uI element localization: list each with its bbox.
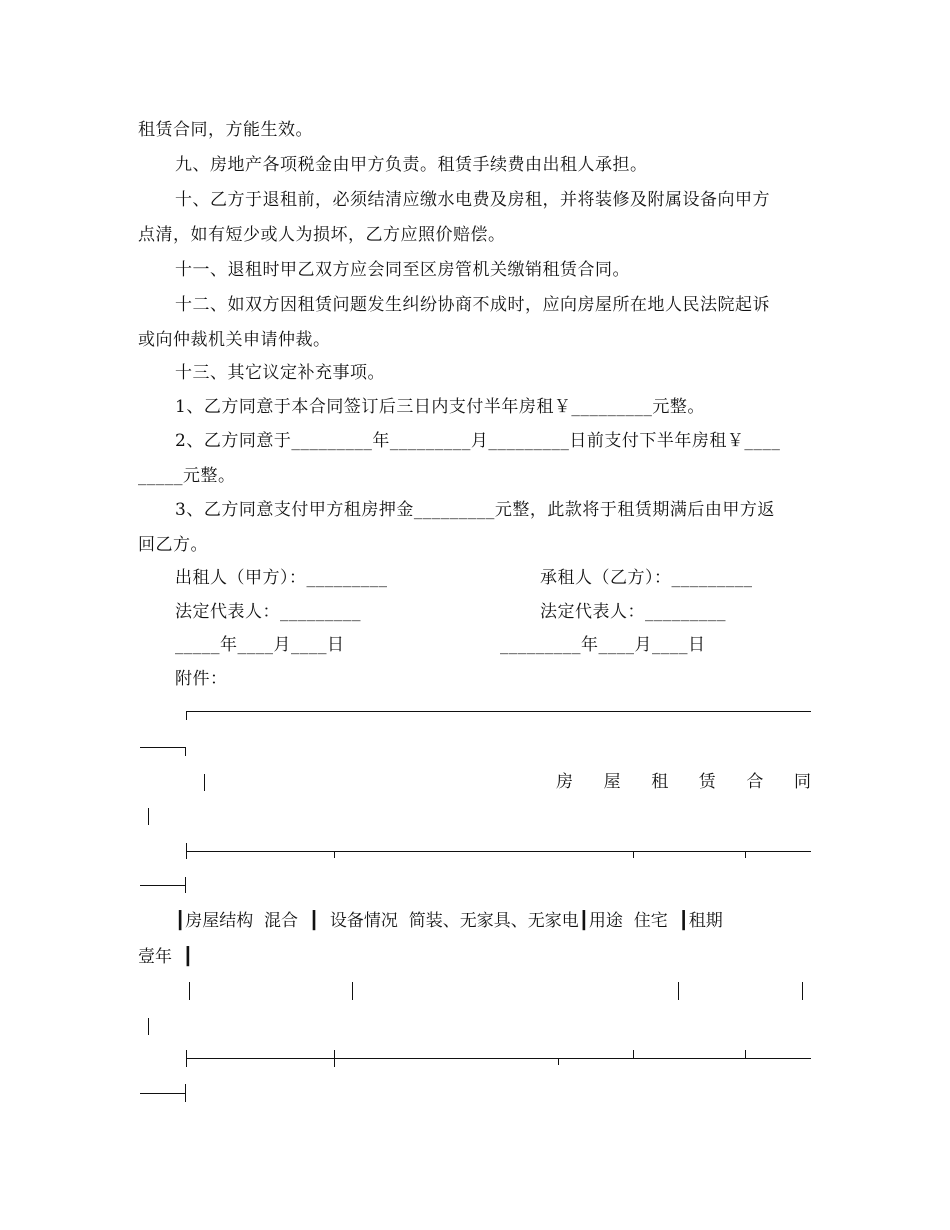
table-row-property: ┃房屋结构 混合 ┃ 设备情况 简装、无家具、无家电┃用途 住宅 ┃租期 xyxy=(175,911,723,931)
table-separator-wrap xyxy=(140,1093,185,1094)
table-title-char: 合 xyxy=(746,772,764,792)
table-separator xyxy=(186,1058,811,1059)
table-edge xyxy=(185,1084,186,1102)
table-separator xyxy=(186,851,811,852)
table-title-char: 赁 xyxy=(698,772,716,792)
paragraph-8: 十三、其它议定补充事项。 xyxy=(175,363,385,383)
table-edge xyxy=(148,1018,149,1035)
table-corner xyxy=(185,747,186,756)
paragraph-10: 2、乙方同意于_________年_________月_________日前支付下半年房租￥____ xyxy=(175,431,781,451)
lessee-date: _________年____月____日 xyxy=(500,635,706,655)
table-edge xyxy=(334,1050,335,1067)
table-edge xyxy=(148,808,149,825)
lessee-representative: 法定代表人：_________ xyxy=(540,602,726,622)
table-title-char: 屋 xyxy=(603,772,621,792)
paragraph-2: 九、房地产各项税金由甲方负责。租赁手续费由出租人承担。 xyxy=(175,155,648,175)
column-tick xyxy=(745,1050,746,1058)
paragraph-9: 1、乙方同意于本合同签订后三日内支付半年房租￥_________元整。 xyxy=(175,397,705,417)
table-separator-wrap xyxy=(140,885,185,886)
table-edge xyxy=(185,877,186,893)
table-edge xyxy=(802,982,803,1000)
table-title-char: 同 xyxy=(793,772,811,792)
table-edge xyxy=(204,774,205,791)
table-top-border-wrap xyxy=(140,747,186,748)
paragraph-5: 十一、退租时甲乙双方应会同至区房管机关缴销租赁合同。 xyxy=(175,260,630,280)
column-tick xyxy=(633,851,634,858)
table-top-border xyxy=(186,711,811,712)
paragraph-1: 租赁合同，方能生效。 xyxy=(138,120,313,140)
lessee-signature: 承租人（乙方）：_________ xyxy=(540,568,753,588)
paragraph-13: 回乙方。 xyxy=(138,535,208,555)
lessor-date: _____年____月____日 xyxy=(175,635,345,655)
table-edge xyxy=(352,982,353,1000)
column-tick xyxy=(334,851,335,858)
lessor-representative: 法定代表人：_________ xyxy=(175,602,361,622)
paragraph-11: _____元整。 xyxy=(138,466,236,486)
table-title-char: 房 xyxy=(556,772,573,792)
table-edge xyxy=(678,982,679,1000)
lessor-signature: 出租人（甲方）：_________ xyxy=(175,568,388,588)
table-edge xyxy=(189,982,190,1000)
attachment-label: 附件： xyxy=(175,669,228,689)
paragraph-3: 十、乙方于退租前，必须结清应缴水电费及房租，并将装修及附属设备向甲方 xyxy=(175,190,770,210)
paragraph-4: 点清，如有短少或人为损坏，乙方应照价赔偿。 xyxy=(138,225,506,245)
column-tick xyxy=(558,1058,559,1065)
paragraph-6: 十二、如双方因租赁问题发生纠纷协商不成时，应向房屋所在地人民法院起诉 xyxy=(175,295,770,315)
table-corner xyxy=(186,711,187,720)
paragraph-12: 3、乙方同意支付甲方租房押金_________元整，此款将于租赁期满后由甲方返 xyxy=(175,500,775,520)
table-title xyxy=(556,772,811,792)
paragraph-7: 或向仲裁机关申请仲裁。 xyxy=(138,330,331,350)
column-tick xyxy=(633,1050,634,1058)
column-tick xyxy=(745,851,746,858)
table-title-char: 租 xyxy=(651,772,669,792)
table-row-property-wrap: 壹年 ┃ xyxy=(138,947,194,967)
